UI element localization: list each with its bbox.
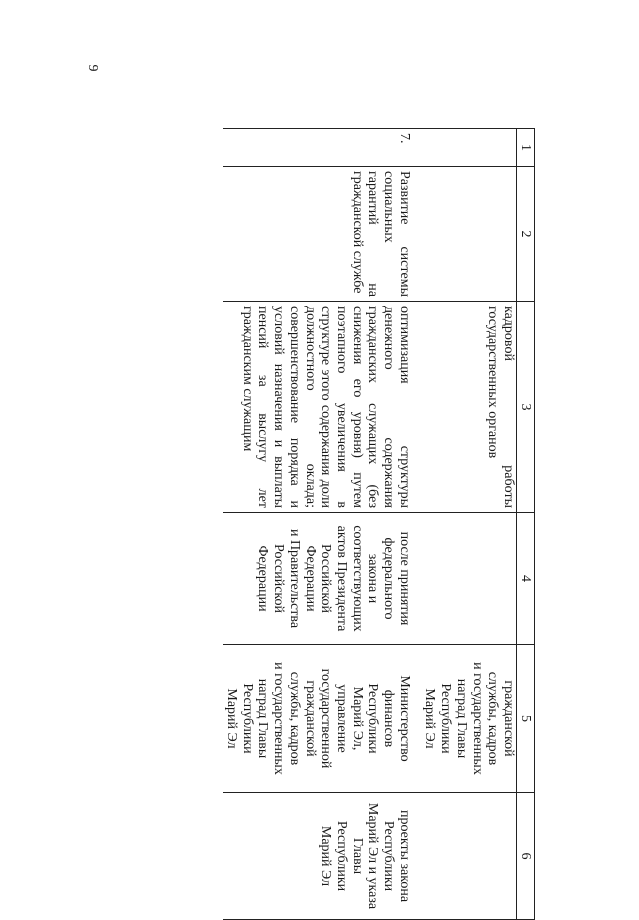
column-number: 6: [517, 793, 535, 920]
row-number: 7.: [223, 129, 411, 167]
row-number: [422, 129, 517, 167]
task-cell: [422, 167, 517, 302]
page-number: 9: [85, 64, 100, 72]
column-number: 4: [517, 513, 535, 645]
executor-cell: гражданской службы, кадров и государственных наград Главы Республики Марий Эл: [422, 645, 517, 793]
table-row: [422, 129, 517, 920]
measure-cell: оптимизация структуры денежного содержания гражданских служащих (без снижения его уровня) путем поэтапного увеличения в структуре этого содержания доли должностного оклада; совершенствование порядка и условий назначения и выплаты пенсий за выслугу лет гражданским служащим: [223, 302, 411, 513]
column-number: 3: [517, 302, 535, 513]
column-number: 2: [517, 167, 535, 302]
task-cell: Развитие системы социальных гарантий на гражданской службе: [223, 167, 411, 302]
result-cell: проекты закона Республики Марий Эл и указа Главы Республики Марий Эл: [223, 793, 411, 920]
deadline-cell: после принятия федерального закона и соответствующих актов Президента Российской Федерации и Правительства Российской Федерации: [223, 513, 411, 645]
executor-cell: Министерство финансов Республики Марий Эл, управление государственной гражданской службы, кадров и государственных наград Главы Республики Марий Эл: [223, 645, 411, 793]
table-row: [223, 129, 411, 920]
table-row-gap: [412, 129, 422, 920]
plan-table: [223, 128, 535, 920]
result-cell: [422, 793, 517, 920]
column-number-row: [517, 129, 535, 920]
column-number: 1: [517, 129, 535, 167]
column-number: 5: [517, 645, 535, 793]
deadline-cell: [422, 513, 517, 645]
rotated-page-content: [8, 128, 535, 919]
measure-cell: кадровой работы государственных органов: [422, 302, 517, 513]
